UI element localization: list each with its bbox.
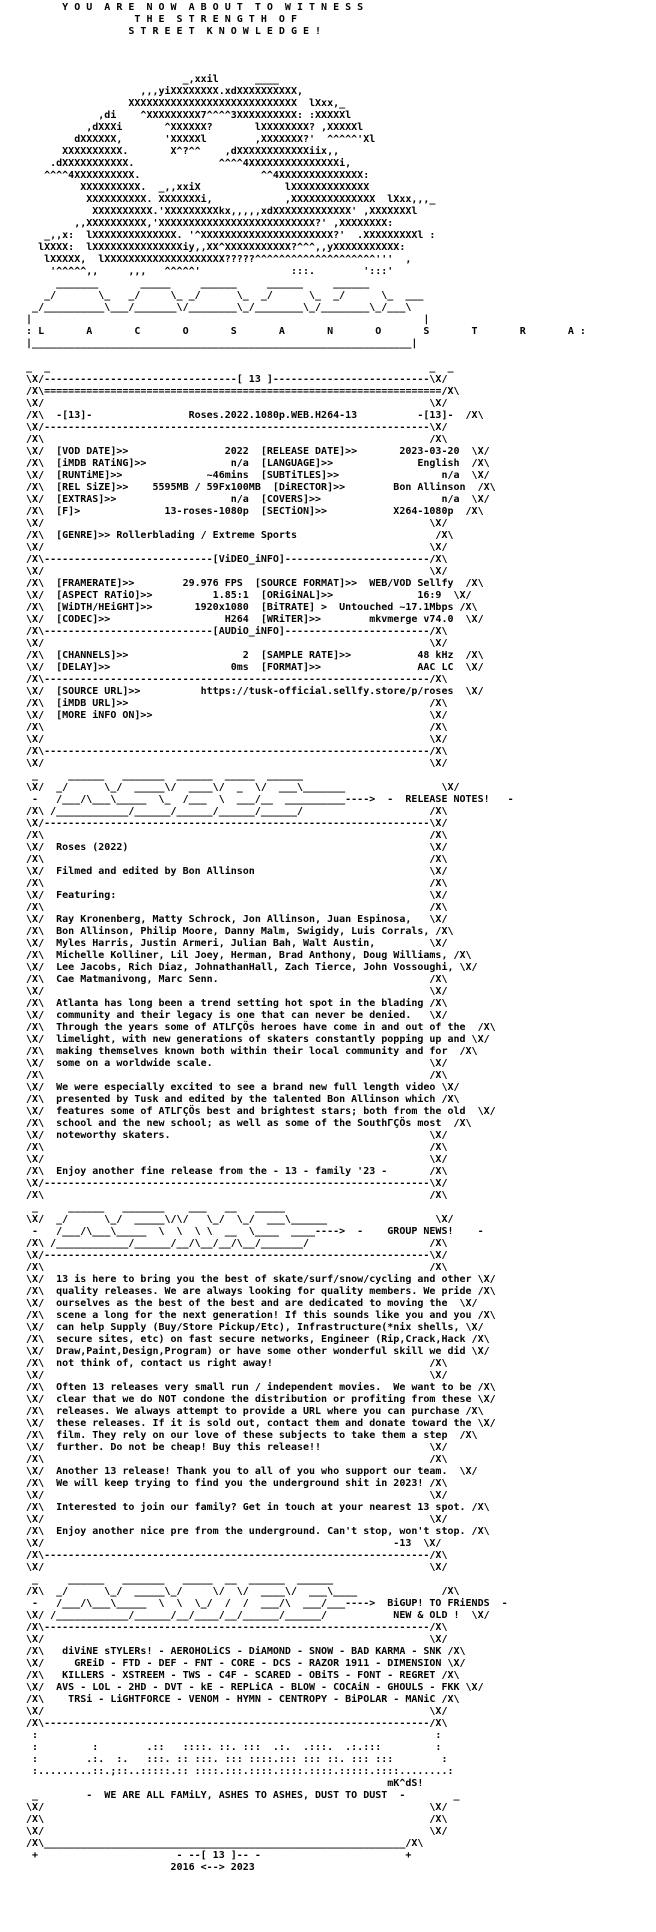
nfo-line: XXXXXXXXXX. XXXXXXXi, ,XXXXXXXXXXXXXX lXxx,,,_ [14, 194, 436, 205]
nfo-line: \X/ _/ \_/ _____\/\/ \_/ \_/ ___\______ \X/ [14, 1214, 454, 1225]
nfo-line: dXXXXXX, 'XXXXXl ,XXXXXXX?' ^^^^^'Xl [14, 134, 376, 145]
nfo-line: /X\ school and the new school; as well as some of the SouthГÇÖs most /X\ [14, 1118, 472, 1129]
nfo-line: \X/ Lee Jacobs, Rich Diaz, JohnathanHall, Zach Tierce, John Vossoughi, \X/ [14, 962, 478, 973]
nfo-line: \X/ We were especially excited to see a brand new full length video \X/ [14, 1082, 460, 1093]
nfo-line: \X/ limelight, with new generations of skaters constantly popping up and \X/ [14, 1034, 490, 1045]
nfo-line: \X/ \X/ [14, 1802, 448, 1813]
nfo-line: \X/ [RUNTiME]>> ~46mins [SUBTiTLES]>> n/a \X/ [14, 470, 490, 481]
nfo-line: /X\ /X\ [14, 830, 448, 841]
nfo-line: /X\ [WiDTH/HEiGHT]>> 1920x1080 [BiTRATE] > Untouched ~17.1Mbps /X\ [14, 602, 478, 613]
nfo-line: /X\ Atlanta has long been a trend setting hot spot in the blading /X\ [14, 998, 448, 1009]
nfo-line: :.........::.;::..:::::.:: ::::.:::.::::.::::.::::.:::::.::::........: [14, 1766, 454, 1777]
nfo-line: \X/ \X/ [14, 758, 448, 769]
nfo-line: /X\ -[13]- Roses.2022.1080p.WEB.H264-13 -[13]- /X\ [14, 410, 484, 421]
nfo-line: /X\ /X\ [14, 1142, 448, 1153]
nfo-line: /X\----------------------------[AUDiO_iNFO]------------------------/X\ [14, 626, 448, 637]
nfo-line: _ - WE ARE ALL FAMiLY, ASHES TO ASHES, DUST TO DUST - _ [14, 1790, 460, 1801]
nfo-line: /X\ [REL SiZE]>> 5595MB / 59Fx100MB [DiRECTOR]>> Bon Allinson /X\ [14, 482, 496, 493]
nfo-line: _ ______ _______ ______ _____ ______ [14, 770, 303, 781]
nfo-line: /X\ /____________/______/______/______/______/ /X\ [14, 806, 448, 817]
nfo-line: '^^^^^,, ,,, ^^^^^' :::. ':::' [14, 266, 394, 277]
nfo-line: \X/ Featuring: \X/ [14, 890, 448, 901]
nfo-line: \X/ clear that we do NOT condone the distribution or profiting from these \X/ [14, 1394, 496, 1405]
nfo-line: \X/ \X/ [14, 1514, 448, 1525]
nfo-line: /X\ scene a long for the next generation! If this sounds like you and you /X\ [14, 1310, 496, 1321]
nfo-line: \X/ \X/ [14, 986, 448, 997]
nfo-line: /X\ film. They rely on our love of these subjects to take them a step /X\ [14, 1430, 478, 1441]
nfo-line: XXXXXXXXXXXXXXXXXXXXXXXXXXXX lXxx,_ [14, 98, 346, 109]
nfo-line: \X/ \X/ [14, 1154, 448, 1165]
nfo-line: : : .:: ::::. ::. ::: .:. .:::. .:.::: : [14, 1742, 442, 1753]
nfo-line: \X/----------------------------------------------------------------\X/ [14, 1250, 448, 1261]
nfo-line: \X/ \X/ [14, 398, 448, 409]
nfo-line: \X/ 13 is here to bring you the best of skate/surf/snow/cycling and other \X/ [14, 1274, 496, 1285]
nfo-line: \X/ Ray Kronenberg, Matty Schrock, Jon Allinson, Juan Espinosa, \X/ [14, 914, 448, 925]
nfo-line: \X/ \X/ [14, 638, 448, 649]
nfo-line: \X/ GREiD - FTD - DEF - FNT - CORE - DCS - RAZOR 1911 - DIMENSION \X/ [14, 1658, 466, 1669]
nfo-line: \X/----------------------------------------------------------------\X/ [14, 818, 448, 829]
nfo-line: /X\____________________________________________________________/X\ [14, 1838, 424, 1849]
nfo-line: /X\ /X\ [14, 1814, 448, 1825]
nfo-line: /X\----------------------------------------------------------------/X\ [14, 1622, 448, 1633]
nfo-line: XXXXXXXXXX.'XXXXXXXXXkx,,,,,xdXXXXXXXXXXXXX' ,XXXXXXXl [14, 206, 418, 217]
nfo-line: /X\ [iMDB URL]>> /X\ [14, 698, 448, 709]
nfo-line: \X/ further. Do not be cheap! Buy this release!! \X/ [14, 1442, 448, 1453]
nfo-line: \X/ \X/ [14, 1826, 448, 1837]
nfo-line: \X/ Draw,Paint,Design,Program) or have some other wonderful skill we did \X/ [14, 1346, 490, 1357]
nfo-line: /X\ /X\ [14, 854, 448, 865]
nfo-line: /X\ not think of, contact us right away! /X\ [14, 1358, 448, 1369]
nfo-line: /X\==================================================================/X\ [14, 386, 460, 397]
nfo-line: /X\ [CHANNELS]>> 2 [SAMPLE RATE]>> 48 kHz /X\ [14, 650, 484, 661]
nfo-line: /X\ quality releases. We are always looking for quality members. We pride /X\ [14, 1286, 496, 1297]
nfo-line: \X/ noteworthy skaters. \X/ [14, 1130, 448, 1141]
nfo-line: ,,XXXXXXXXXX,'XXXXXXXXXXXXXXXXXXXXXXXXXX?' ,XXXXXXXX: [14, 218, 394, 229]
nfo-line: mK^dS! [14, 1778, 424, 1789]
nfo-line: _/ \_ _/ \_ _/ \_ _/ \_ _/ \_ ___ [14, 290, 424, 301]
nfo-line: /X\ making themselves known both within their local community and for /X\ [14, 1046, 478, 1057]
nfo-line: _,xxil ____ [14, 74, 279, 85]
nfo-line: \X/ [MORE iNFO ON]>> \X/ [14, 710, 448, 721]
nfo-line: /X\ Bon Allinson, Philip Moore, Danny Malm, Swigidy, Luis Corrals, /X\ [14, 926, 454, 937]
nfo-line: .dXXXXXXXXXXX. ^^^^4XXXXXXXXXXXXXXXi, [14, 158, 352, 169]
nfo-line: \X/ ourselves as the best of the best and are dedicated to moving the \X/ [14, 1298, 478, 1309]
nfo-line: Y O U A R E N O W A B O U T T O W I T N E S S [14, 2, 364, 13]
nfo-line: /X\ /X\ [14, 878, 448, 889]
nfo-line: /X\ releases. We always attempt to provide a URL where you can purchase /X\ [14, 1406, 484, 1417]
nfo-line: \X/ \X/ [14, 1562, 448, 1573]
nfo-line: - /___/\___\_____ \ \ \ \ __ \____ ____----> - GROUP NEWS! - [14, 1226, 484, 1237]
nfo-line: /X\ Interested to join our family? Get in touch at your nearest 13 spot. /X\ [14, 1502, 490, 1513]
nfo-line: /X\ Enjoy another nice pre from the underground. Can't stop, won't stop. /X\ [14, 1526, 490, 1537]
nfo-line [14, 350, 656, 362]
nfo-line: /X\ [F]> 13-roses-1080p [SECTiON]>> X264-1080p /X\ [14, 506, 484, 517]
nfo-line: /X\ presented by Tusk and edited by the talented Bon Allinson which /X\ [14, 1094, 460, 1105]
nfo-line: \X/ \X/ [14, 1706, 448, 1717]
nfo-line: /X\----------------------------------------------------------------/X\ [14, 1718, 448, 1729]
nfo-line: /X\ secure sites, etc) on fast secure networks, Engineer (Rip,Crack,Hack /X\ [14, 1334, 490, 1345]
nfo-line: 2016 <--> 2023 [14, 1862, 255, 1873]
nfo-line: /X\ /X\ [14, 1262, 448, 1273]
nfo-line: \X/ [DELAY]>> 0ms [FORMAT]>> AAC LC \X/ [14, 662, 484, 673]
nfo-line: /X\ [iMDB RATiNG]>> n/a [LANGUAGE]>> English /X\ [14, 458, 490, 469]
nfo-line: \X/ -13 \X/ [14, 1538, 442, 1549]
nfo-line: + - --[ 13 ]-- - + [14, 1850, 412, 1861]
nfo-line [14, 62, 656, 74]
nfo-line: _,,x: lXXXXXXXXXXXXXX. '^XXXXXXXXXXXXXXXXXXXXXX?' .XXXXXXXXXl : [14, 230, 436, 241]
nfo-line: \X/ [CODEC]>> H264 [WRiTER]>> mkvmerge v74.0 \X/ [14, 614, 484, 625]
nfo-line: /X\ /X\ [14, 902, 448, 913]
nfo-line: _ ______ _______ ___ __ _____ [14, 1202, 285, 1213]
nfo-line: /X\ Michelle Kolliner, Lil Joey, Herman, Brad Anthony, Doug Williams, /X\ [14, 950, 472, 961]
nfo-line: /X\ diViNE sTYLERs! - AEROHOLiCS - DiAMOND - SNOW - BAD KARMA - SNK /X\ [14, 1646, 466, 1657]
nfo-line: /X\ /X\ [14, 1190, 448, 1201]
nfo-line: _ ______ _______ _____ __ ______ ______ [14, 1574, 334, 1585]
nfo-line: /X\----------------------------------------------------------------/X\ [14, 746, 448, 757]
nfo-line: /X\ /____________/______/__/\__/__/\__/_______/ /X\ [14, 1238, 448, 1249]
nfo-line: /X\ KILLERS - XSTREEM - TWS - C4F - SCARED - OBiTS - FONT - REGRET /X\ [14, 1670, 460, 1681]
nfo-line: S T R E E T K N O W L E D G E ! [14, 26, 322, 37]
nfo-line: : L A C O S A N O S T R A : [14, 326, 586, 337]
nfo-line: \X/ \X/ [14, 1370, 448, 1381]
nfo-line: /X\ [FRAMERATE]>> 29.976 FPS [SOURCE FORMAT]>> WEB/VOD Sellfy /X\ [14, 578, 484, 589]
nfo-line: \X/ [ASPECT RATiO]>> 1.85:1 [ORiGiNAL]>> 16:9 \X/ [14, 590, 472, 601]
nfo-line: /X\ /X\ [14, 434, 448, 445]
nfo-line: \X/ [SOURCE URL]>> https://tusk-official.sellfy.store/p/roses \X/ [14, 686, 484, 697]
nfo-line: XXXXXXXXXX. X^?^^ ,dXXXXXXXXXXXXiix,, [14, 146, 340, 157]
nfo-line: /X\ /X\ [14, 1070, 448, 1081]
nfo-line: \X/----------------------------------------------------------------\X/ [14, 1178, 448, 1189]
nfo-line: \X/ these releases. If it is sold out, contact them and donate toward the \X/ [14, 1418, 496, 1429]
nfo-line: _/__________\___/_______\/________\_/________\_/________\_/___\ [14, 302, 412, 313]
nfo-line: \X/ features some of ATLГÇÖs best and brightest stars; both from the old \X/ [14, 1106, 496, 1117]
nfo-line: ,,,yiXXXXXXXX.xdXXXXXXXXXX, [14, 86, 303, 97]
nfo-line: \X/----------------------------------------------------------------\X/ [14, 422, 448, 433]
nfo-line [14, 50, 656, 62]
nfo-line: ,di ^XXXXXXXXX7^^^^3XXXXXXXXXX: :XXXXXl [14, 110, 352, 121]
nfo-line: \X/ \X/ [14, 542, 448, 553]
nfo-line: ,dXXXi ^XXXXXX? lXXXXXXXX? ,XXXXXl [14, 122, 364, 133]
nfo-line: \X/ \X/ [14, 518, 448, 529]
nfo-line: /X\ Cae Matmanivong, Marc Senn. /X\ [14, 974, 448, 985]
nfo-line: \X/ community and their legacy is one that can never be denied. \X/ [14, 1010, 448, 1021]
nfo-line: \X/ [VOD DATE]>> 2022 [RELEASE DATE]>> 2023-03-20 \X/ [14, 446, 490, 457]
nfo-line: /X\ Often 13 releases very small run / independent movies. We want to be /X\ [14, 1382, 496, 1393]
nfo-line: \X/ Filmed and edited by Bon Allinson \X/ [14, 866, 448, 877]
nfo-line: /X\ _/ \_/ _____\_/ \/ \/ ____\/ ___\____ /X\ [14, 1586, 460, 1597]
nfo-line: \X/ Myles Harris, Justin Armeri, Julian Bah, Walt Austin, \X/ [14, 938, 448, 949]
nfo-line: _______ _____ ______ ______ ______ [14, 278, 370, 289]
nfo-line: /X\ Through the years some of ATLГÇÖs heroes have come in and out of the /X\ [14, 1022, 496, 1033]
nfo-line: \X/ \X/ [14, 1634, 448, 1645]
nfo-line: |_______________________________________________________________| [14, 338, 418, 349]
nfo-line: /X\----------------------------[ViDEO_iNFO]------------------------/X\ [14, 554, 448, 565]
nfo-line: \X/ Another 13 release! Thank you to all of you who support our team. \X/ [14, 1466, 478, 1477]
nfo-line: /X\ TRSi - LiGHTFORCE - VENOM - HYMN - CENTROPY - BiPOLAR - MANiC /X\ [14, 1694, 460, 1705]
nfo-line: - /___/\___\_____ \ \ \_/ / / ___/\ ___/___----> BiGUP! TO FRiENDS - [14, 1598, 508, 1609]
nfo-line: : .:. :. :::. :: :::. ::: ::::.::: ::: ::. ::: ::: : [14, 1754, 448, 1765]
nfo-line: lXXXXX, lXXXXXXXXXXXXXXXXXXXX?????^^^^^^^^^^^^^^^^^^^^''' , [14, 254, 412, 265]
nfo-line: - /___/\___\_____ \_ /___ \ ___/__ __________----> - RELEASE NOTES! - [14, 794, 514, 805]
nfo-line: /X\ We will keep trying to find you the underground shit in 2023! /X\ [14, 1478, 448, 1489]
nfo-line: XXXXXXXXXX. _,,xxiX lXXXXXXXXXXXXX [14, 182, 370, 193]
nfo-line: T H E S T R E N G T H O F [14, 14, 297, 25]
nfo-line: : : [14, 1730, 442, 1741]
nfo-line: \X/ \X/ [14, 566, 448, 577]
nfo-line: /X\ [GENRE]>> Rollerblading / Extreme Sports /X\ [14, 530, 454, 541]
nfo-line: \X/ some on a worldwide scale. \X/ [14, 1058, 448, 1069]
nfo-line: \X/ can help Supply (Buy/Store Pickup/Etc), Infrastructure(*nix shells, \X/ [14, 1322, 484, 1333]
nfo-line: \X/ \X/ [14, 1490, 448, 1501]
nfo-line: \X/ /____________/______/__/____/__/______/______/ NEW & OLD ! \X/ [14, 1610, 490, 1621]
nfo-line: /X\ /X\ [14, 722, 448, 733]
nfo-line: \X/ \X/ [14, 734, 448, 745]
nfo-line: \X/ _/ \_/ _____\/ ____\/ _ \/ ___\_______ \X/ [14, 782, 460, 793]
nfo-line: \X/ Roses (2022) \X/ [14, 842, 448, 853]
nfo-line: ^^^^4XXXXXXXXXX. ^^4XXXXXXXXXXXXXX: [14, 170, 370, 181]
nfo-line: _ _ _ _ [14, 362, 454, 373]
nfo-line: \X/--------------------------------[ 13 ]--------------------------\X/ [14, 374, 448, 385]
nfo-line: lXXXX: lXXXXXXXXXXXXXXXiy,,XX^XXXXXXXXXXX?^^^,,yXXXXXXXXXXX: [14, 242, 406, 253]
nfo-line: | | [14, 314, 430, 325]
nfo-line: /X\ Enjoy another fine release from the - 13 - family '23 - /X\ [14, 1166, 448, 1177]
nfo-line: \X/ [EXTRAS]>> n/a [COVERS]>> n/a \X/ [14, 494, 490, 505]
nfo-line: /X\----------------------------------------------------------------/X\ [14, 674, 448, 685]
nfo-line: /X\ /X\ [14, 1454, 448, 1465]
nfo-line [14, 38, 656, 50]
nfo-line: /X\----------------------------------------------------------------/X\ [14, 1550, 448, 1561]
nfo-line: \X/ AVS - LOL - 2HD - DVT - kE - REPLiCA - BLOW - COCAiN - GHOULS - FKK \X/ [14, 1682, 484, 1693]
